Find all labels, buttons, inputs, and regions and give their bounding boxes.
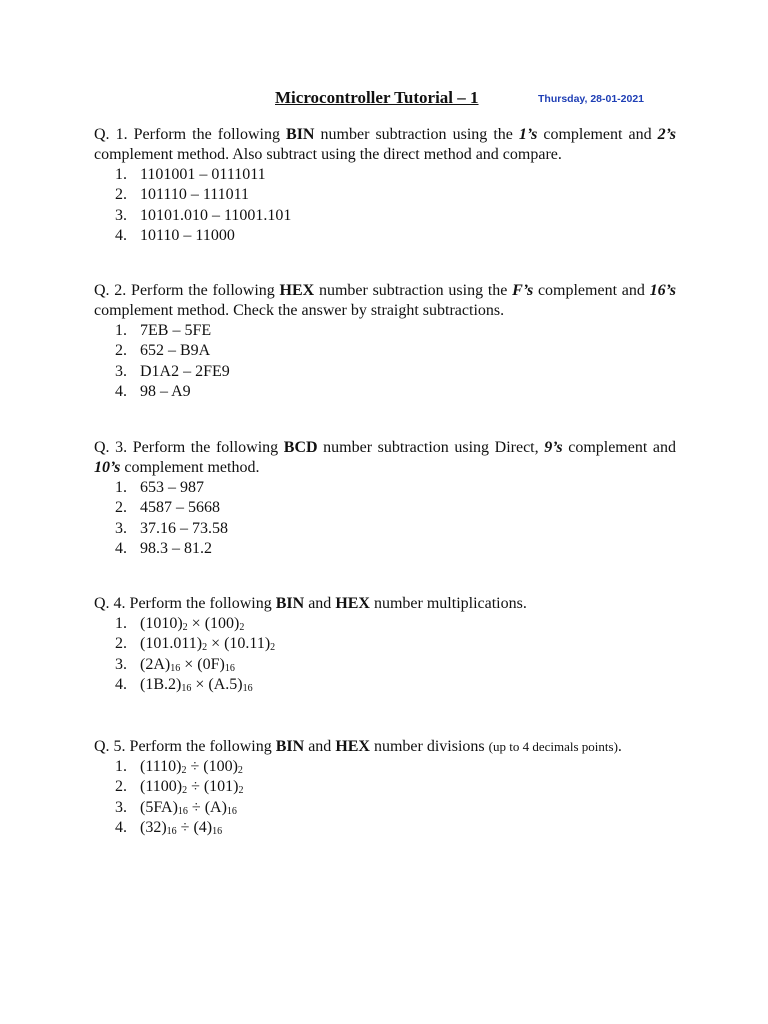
list-item: 4. 10110 – 11000 xyxy=(115,226,235,244)
question-5-text: Q. 5. Perform the following BIN and HEX number divisions (up to 4 decimals points). xyxy=(94,738,622,755)
question-4 xyxy=(94,594,676,695)
date-label: Thursday, 28-01-2021 xyxy=(538,93,645,105)
list-item: 2. 101110 – 111011 xyxy=(115,186,250,204)
list-item: 1. $(1110)_2 \div (100)_2$ xyxy=(115,758,243,776)
question-2-text: Q. 2. Perform the following HEX number subtraction using the F’s complement and 16’s complement method. Check the answer by straight subtractions. xyxy=(94,282,677,319)
question-1 xyxy=(94,125,676,246)
list-item: 4. 98.3 – 81.2 xyxy=(115,539,212,557)
list-item: 3. $(5FA)_{16} \div (A)_{16}$ xyxy=(115,798,237,817)
list-item: 1. 7EB – 5FE xyxy=(115,322,212,339)
question-5 xyxy=(94,737,676,838)
list-item: 2. 652 – B9A xyxy=(115,342,211,360)
question-3-text: Q. 3. Perform the following BCD number subtraction using Direct, 9’s complement and 10’s complement method. xyxy=(94,439,677,476)
list-item: 1. 1101001 – 0111011 xyxy=(115,166,266,183)
question-4-list xyxy=(94,614,676,695)
list-item: 4. $(32)_{16} \div (4)_{16}$ xyxy=(115,818,223,837)
list-item: 1. 653 – 987 xyxy=(115,479,204,496)
header xyxy=(0,88,768,112)
list-item: 3. 10101.010 – 11001.101 xyxy=(115,206,292,224)
list-item: 1. $(1010)_2 \times (100)_2$ xyxy=(115,615,245,633)
list-item: 3. $(2A)_{16} \times (0F)_{16}$ xyxy=(115,655,235,674)
question-3-list xyxy=(94,478,676,559)
list-item: 2. 4587 – 5668 xyxy=(115,499,220,517)
page-title: Microcontroller Tutorial – 1 xyxy=(275,88,479,107)
list-item: 2. $(1100)_2 \div (101)_2$ xyxy=(115,778,244,797)
list-item: 3. D1A2 – 2FE9 xyxy=(115,362,230,380)
question-3 xyxy=(94,438,676,559)
question-5-list xyxy=(94,757,676,838)
list-item: 4. 98 – A9 xyxy=(115,382,191,400)
question-1-text: Q. 1. Perform the following BIN number subtraction using the 1’s complement and 2’s complement method. Also subtract using the direct method and compare. xyxy=(94,126,677,163)
question-4-text: Q. 4. Perform the following BIN and HEX number multiplications. xyxy=(94,595,527,612)
list-item: 2. $(101.011)_2 \times (10.11)_2$ xyxy=(115,635,276,654)
question-1-list xyxy=(94,165,676,246)
question-2 xyxy=(94,281,676,402)
list-item: 4. $(1B.2)_{16} \times (A.5)_{16}$ xyxy=(115,675,253,694)
question-2-list xyxy=(94,321,676,402)
list-item: 3. 37.16 – 73.58 xyxy=(115,519,228,537)
